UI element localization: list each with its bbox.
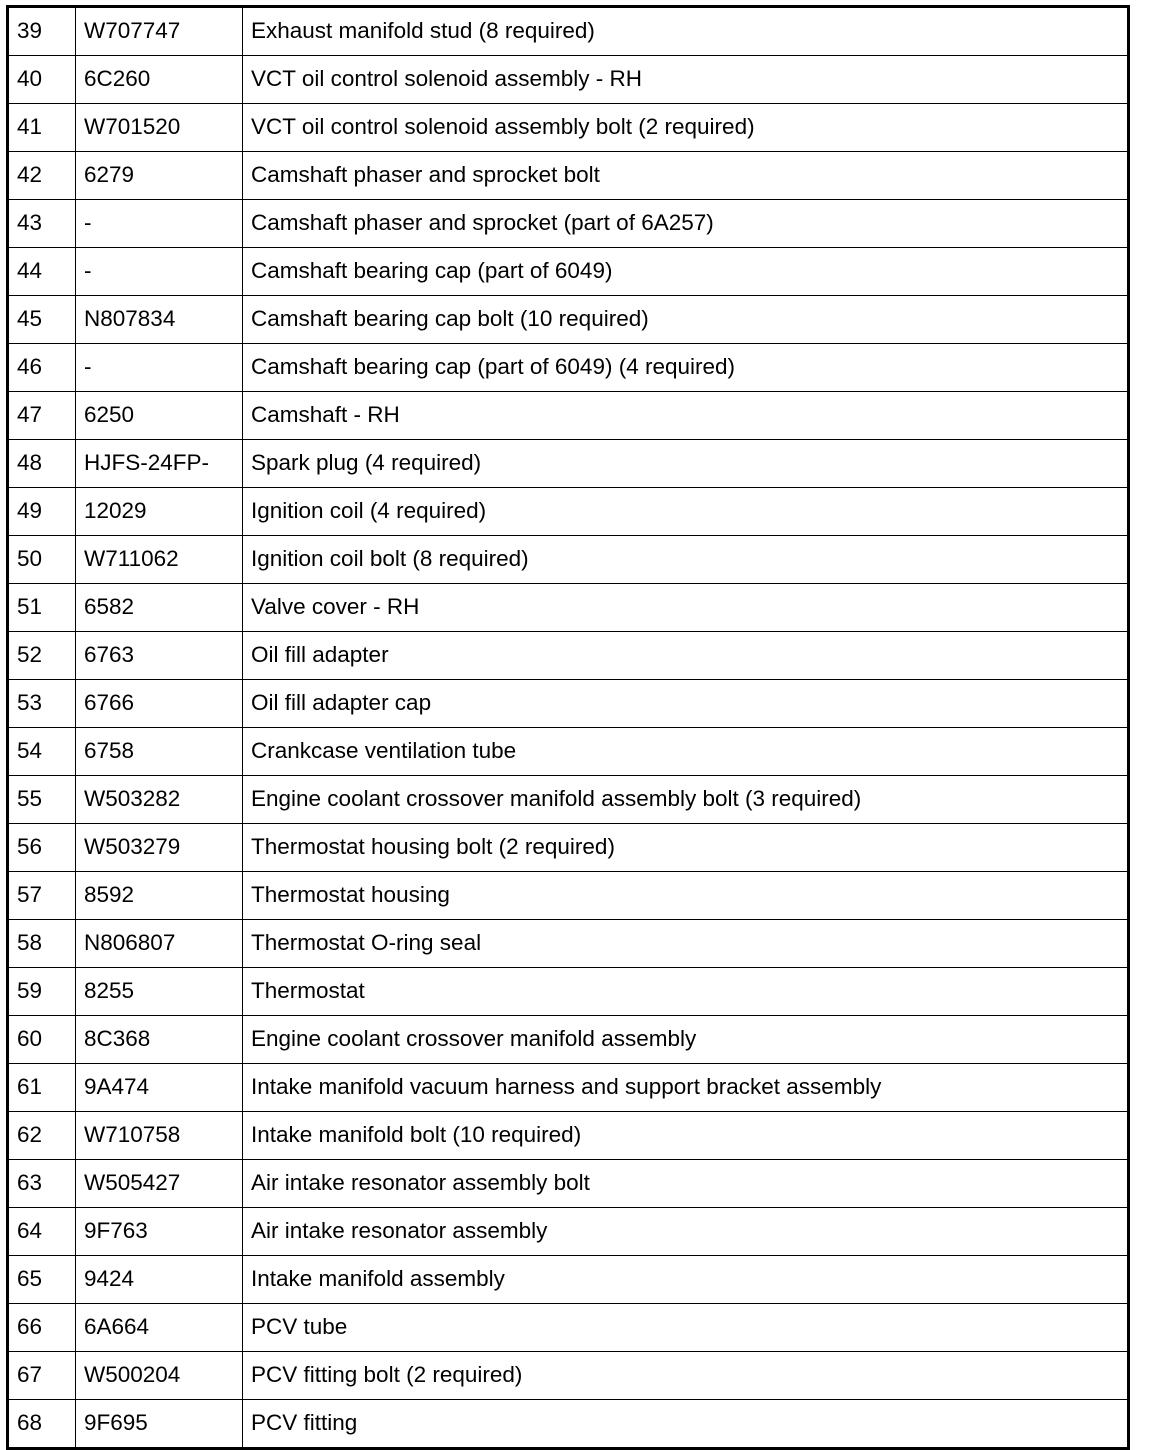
- part-number-cell: 6250: [76, 392, 243, 440]
- table-row: [8, 824, 1129, 872]
- part-number-cell: 9F695: [76, 1400, 243, 1449]
- description-cell: Camshaft bearing cap bolt (10 required): [243, 296, 1129, 344]
- description-cell: Air intake resonator assembly bolt: [243, 1160, 1129, 1208]
- item-number-cell: 55: [8, 776, 76, 824]
- parts-table-body: [8, 7, 1129, 1449]
- table-row: [8, 584, 1129, 632]
- description-cell: Thermostat O-ring seal: [243, 920, 1129, 968]
- table-row: [8, 728, 1129, 776]
- part-number-cell: 6582: [76, 584, 243, 632]
- table-row: [8, 344, 1129, 392]
- part-number-cell: -: [76, 344, 243, 392]
- item-number-cell: 50: [8, 536, 76, 584]
- item-number-cell: 64: [8, 1208, 76, 1256]
- description-cell: Exhaust manifold stud (8 required): [243, 7, 1129, 56]
- part-number-cell: W711062: [76, 536, 243, 584]
- description-cell: PCV fitting bolt (2 required): [243, 1352, 1129, 1400]
- description-cell: Camshaft bearing cap (part of 6049) (4 required): [243, 344, 1129, 392]
- part-number-cell: -: [76, 248, 243, 296]
- description-cell: PCV fitting: [251, 1410, 358, 1436]
- item-number-cell: 61: [8, 1064, 76, 1112]
- description-cell: Valve cover - RH: [243, 584, 1129, 632]
- item-number-cell: 45: [8, 296, 76, 344]
- table-row: [8, 968, 1129, 1016]
- table-row: [8, 536, 1129, 584]
- table-row: [8, 872, 1129, 920]
- description-cell: VCT oil control solenoid assembly bolt (2 required): [243, 104, 1129, 152]
- item-number-cell: 56: [8, 824, 76, 872]
- description-cell: Engine coolant crossover manifold assembly: [243, 1016, 1129, 1064]
- item-number-cell: 53: [8, 680, 76, 728]
- table-row: [8, 920, 1129, 968]
- item-number-cell: 67: [8, 1352, 76, 1400]
- table-row: [8, 1352, 1129, 1400]
- description-cell: Camshaft phaser and sprocket bolt: [243, 152, 1129, 200]
- table-row: [8, 1208, 1129, 1256]
- table-row: [8, 1160, 1129, 1208]
- item-number-cell: 44: [8, 248, 76, 296]
- part-number-cell: 6A664: [76, 1304, 243, 1352]
- part-number-cell: N807834: [76, 296, 243, 344]
- item-number-cell: 57: [8, 872, 76, 920]
- part-number-cell: W701520: [76, 104, 243, 152]
- part-number-cell: W500204: [76, 1352, 243, 1400]
- part-number-cell: 9424: [76, 1256, 243, 1304]
- item-number-cell: 40: [8, 56, 76, 104]
- table-row: [8, 440, 1129, 488]
- item-number-cell: 51: [8, 584, 76, 632]
- description-cell: Camshaft phaser and sprocket (part of 6A257): [243, 200, 1129, 248]
- item-number-cell: 39: [8, 7, 76, 56]
- table-row: [8, 296, 1129, 344]
- description-cell: PCV tube: [243, 1304, 1129, 1352]
- description-cell: Intake manifold assembly: [243, 1256, 1129, 1304]
- part-number-cell: W707747: [76, 7, 243, 56]
- table-row: [8, 152, 1129, 200]
- description-cell: Air intake resonator assembly: [243, 1208, 1129, 1256]
- part-number-cell: 8C368: [76, 1016, 243, 1064]
- table-row: [8, 1256, 1129, 1304]
- item-number-cell: 47: [8, 392, 76, 440]
- part-number-cell: 6763: [76, 632, 243, 680]
- part-number-cell: 6C260: [76, 56, 243, 104]
- item-number-cell: 62: [8, 1112, 76, 1160]
- item-number-cell: 42: [8, 152, 76, 200]
- part-number-cell: W505427: [76, 1160, 243, 1208]
- description-cell: Ignition coil bolt (8 required): [243, 536, 1129, 584]
- table-row: [8, 7, 1129, 56]
- part-number-cell: 6766: [76, 680, 243, 728]
- table-row: [8, 776, 1129, 824]
- item-number-cell: 48: [8, 440, 76, 488]
- item-number-cell: 66: [8, 1304, 76, 1352]
- item-number-cell: 59: [8, 968, 76, 1016]
- part-number-cell: 9A474: [76, 1064, 243, 1112]
- description-cell: Spark plug (4 required): [243, 440, 1129, 488]
- part-number-cell: -: [76, 200, 243, 248]
- table-row: [8, 680, 1129, 728]
- description-cell: Intake manifold bolt (10 required): [243, 1112, 1129, 1160]
- item-number-cell: 58: [8, 920, 76, 968]
- description-cell: Thermostat housing bolt (2 required): [243, 824, 1129, 872]
- item-number-cell: 63: [8, 1160, 76, 1208]
- description-cell: Crankcase ventilation tube: [243, 728, 1129, 776]
- part-number-cell: 8255: [76, 968, 243, 1016]
- table-row: [8, 488, 1129, 536]
- table-row: [8, 1112, 1129, 1160]
- part-number-cell: W710758: [76, 1112, 243, 1160]
- table-row: [8, 1400, 1129, 1449]
- description-cell: Engine coolant crossover manifold assembly bolt (3 required): [243, 776, 1129, 824]
- part-number-cell: N806807: [76, 920, 243, 968]
- item-number-cell: 68: [8, 1400, 76, 1449]
- part-number-cell: 9F763: [76, 1208, 243, 1256]
- item-number-cell: 46: [8, 344, 76, 392]
- description-cell: Oil fill adapter cap: [243, 680, 1129, 728]
- description-cell: Intake manifold vacuum harness and support bracket assembly: [243, 1064, 1129, 1112]
- table-row: [8, 104, 1129, 152]
- table-row: [8, 200, 1129, 248]
- part-number-cell: W503282: [76, 776, 243, 824]
- part-number-cell: W503279: [76, 824, 243, 872]
- part-number-cell: HJFS-24FP-: [76, 440, 243, 488]
- table-row: [8, 1064, 1129, 1112]
- table-row: [8, 1304, 1129, 1352]
- item-number-cell: 52: [8, 632, 76, 680]
- item-number-cell: 54: [8, 728, 76, 776]
- table-row: [8, 1016, 1129, 1064]
- item-number-cell: 60: [8, 1016, 76, 1064]
- part-number-cell: 12029: [76, 488, 243, 536]
- description-cell: Ignition coil (4 required): [243, 488, 1129, 536]
- part-number-cell: 6279: [76, 152, 243, 200]
- table-row: [8, 392, 1129, 440]
- description-cell: Thermostat: [243, 968, 1129, 1016]
- description-cell: Thermostat housing: [243, 872, 1129, 920]
- part-number-cell: 6758: [76, 728, 243, 776]
- table-row: [8, 632, 1129, 680]
- item-number-cell: 65: [8, 1256, 76, 1304]
- part-number-cell: 8592: [76, 872, 243, 920]
- description-cell: VCT oil control solenoid assembly - RH: [243, 56, 1129, 104]
- table-row: [8, 56, 1129, 104]
- table-row: [8, 248, 1129, 296]
- item-number-cell: 41: [8, 104, 76, 152]
- description-cell: Oil fill adapter: [243, 632, 1129, 680]
- item-number-cell: 49: [8, 488, 76, 536]
- parts-table: [6, 5, 1130, 1450]
- description-cell: Camshaft - RH: [243, 392, 1129, 440]
- item-number-cell: 43: [8, 200, 76, 248]
- description-cell: Camshaft bearing cap (part of 6049): [243, 248, 1129, 296]
